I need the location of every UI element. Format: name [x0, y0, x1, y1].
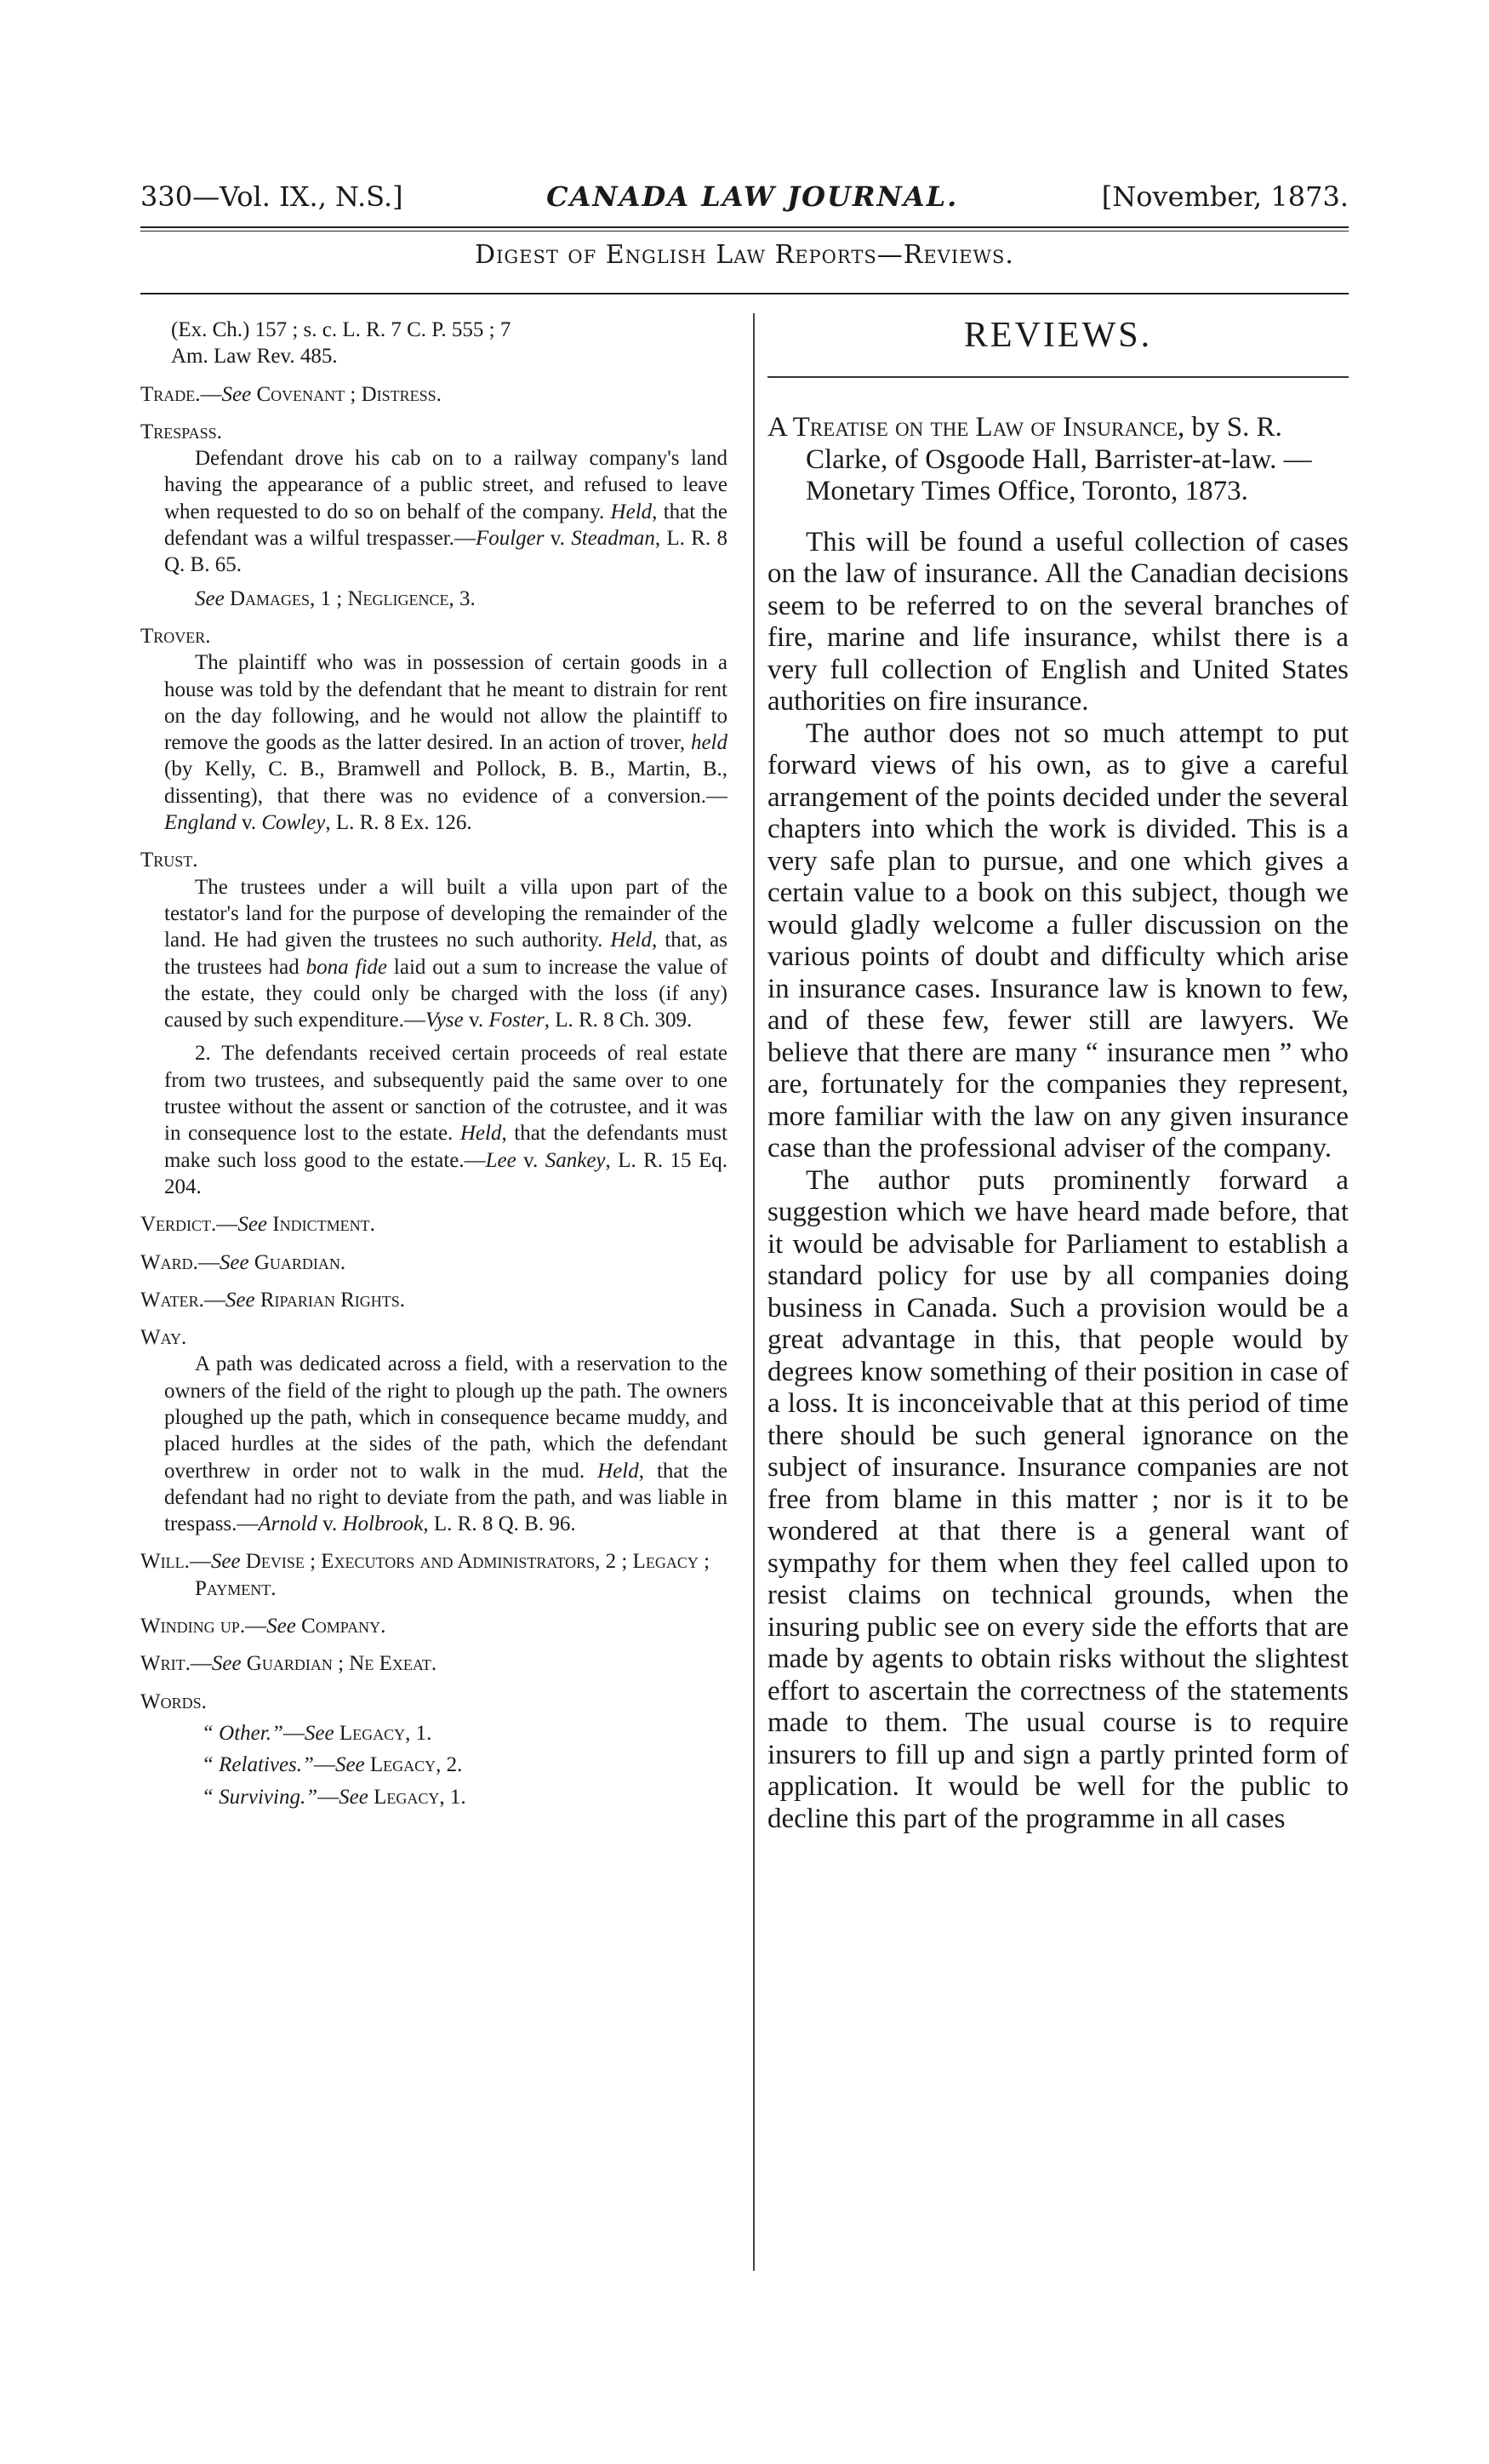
entry-words-heading: Words.: [140, 1689, 207, 1713]
book-title: A Treatise on the Law of Insurance, by S. R. Clarke, of Osgoode Hall, Barrister-at-law. — Monetary Times Office, Toronto, 1873.: [767, 412, 1312, 506]
entry-way-heading: Way.: [140, 1326, 187, 1350]
words-item: “ Other.”—See Legacy, 1.: [202, 1721, 432, 1745]
subheading-rule: [140, 293, 1349, 294]
section-subheading: Digest of English Law Reports—Reviews.: [475, 240, 1014, 270]
review-paragraph: The author puts prominently forward a suggestion which we have heard made before, that it would be advisable for Parliament to establish a standard policy for use by all companies doing business in Canada. Such a provision would be a great advantage in this, that people would by degrees know something of their position in case of a loss. It is inconceivable that at this period of time there should be such general ignorance on the subject of insurance. Insurance companies are not free from blame in this matter ; nor is it to be wondered at that there is a general want of sympathy for them when they feel called upon to resist claims on technical grounds, when the insuring public see on every side the efforts that are made by agents to obtain risks without the slightest effort to ascertain the correctness of the statements made to them. The usual course is to require insurers to fill up and sign a partly printed form of application. It would be well for the public to decline this part of the programme in all cases: [767, 1164, 1349, 1834]
entry-way-text: A path was dedicated across a field, with a reservation to the owners of the field of the right to plough up the path. The owners ploughed up the path, which in consequence became muddy, and placed hurdles at the sides of the path, which the defendant overthrew in order not to walk in the mud. Held, that the defendant had no right to deviate from the path, and was liable in trespass.—Arnold v. Holbrook, L. R. 8 Q. B. 96.: [164, 1352, 727, 1536]
entry-winding-up: Winding up.—See Company.: [140, 1615, 386, 1638]
entry-trespass-heading: Trespass.: [140, 420, 222, 443]
entry-verdict: Verdict.—See Indictment.: [140, 1213, 375, 1237]
entry-trover-heading: Trover.: [140, 624, 211, 648]
entry-ward: Ward.—See Guardian.: [140, 1250, 346, 1274]
reviews-title: REVIEWS.: [963, 316, 1153, 355]
words-item: “ Surviving.”—See Legacy, 1.: [202, 1785, 466, 1809]
entry-trust-heading: Trust.: [140, 849, 198, 872]
opening-citation-2: Am. Law Rev. 485.: [171, 345, 338, 369]
header-journal-title: CANADA LAW JOURNAL.: [546, 180, 959, 213]
header-rule-top: [140, 226, 1349, 228]
header-rule-bottom: [140, 231, 1349, 232]
reviews-column: [767, 317, 1349, 1835]
header-volume: 330—Vol. IX., N.S.]: [140, 180, 403, 213]
review-paragraph: The author does not so much attempt to put forward views of his own, as to give a careful arrangement of the points decided under the several chapters into which the work is divided. This is a very safe plan to pursue, and one which gives a certain value to a book on this subject, though we would gladly welcome a fuller discussion on the various points of doubt and difficulty which arise in insurance cases. Insurance law is known to few, and of these few, fewer still are lawyers. We believe that there are many “ insurance men ” who are, fortunately for the companies they represent, more familiar with the law on any given insurance case than the professional adviser of the company.: [767, 717, 1349, 1163]
entry-trust-text-1: The trustees under a will built a villa upon part of the testator's land for the purpose of developing the remainder of the land. He had given the trustees no such authority. Held, that, as the trustees had bona fide laid out a sum to increase the value of the estate, they could only be charged with the loss (if any) caused by such expenditure.—Vyse v. Foster, L. R. 8 Ch. 309.: [164, 875, 727, 1032]
digest-column: [140, 317, 727, 1810]
reviews-title-rule: [767, 376, 1349, 378]
entry-trespass-text: Defendant drove his cab on to a railway company's land having the appearance of a public street, and refused to leave when requested to do so on behalf of the company. Held, that the defendant was a wilful trespasser.—Foulger v. Steadman, L. R. 8 Q. B. 65.: [164, 447, 728, 577]
entry-writ: Writ.—See Guardian ; Ne Exeat.: [140, 1652, 437, 1676]
words-item: “ Relatives.”—See Legacy, 2.: [202, 1753, 463, 1777]
running-header: [140, 180, 1349, 223]
entry-trover-text: The plaintiff who was in possession of certain goods in a house was told by the defendant that he meant to distrain for rent on the day following, and he would not allow the plaintiff to remove the goods as the latter desired. In an action of trover, held (by Kelly, C. B., Bramwell and Pollock, B. B., Martin, B., dissenting), that there was no evidence of a conversion.—England v. Cowley, L. R. 8 Ex. 126.: [164, 651, 727, 835]
review-paragraph: This will be found a useful collection of cases on the law of insurance. All the Canadian decisions seem to be referred to on the several branches of fire, marine and life insurance, whilst there is a very full collection of English and United States authorities on fire insurance.: [767, 526, 1349, 717]
column-divider: [753, 313, 755, 2271]
opening-citation-1: (Ex. Ch.) 157 ; s. c. L. R. 7 C. P. 555 ; 7: [171, 318, 511, 341]
entry-trade: Trade.—See Covenant ; Distress.: [140, 382, 442, 406]
header-date: [November, 1873.: [1101, 180, 1349, 213]
entry-trespass-see-also: See Damages, 1 ; Negligence, 3.: [195, 586, 476, 610]
entry-water: Water.—See Riparian Rights.: [140, 1288, 406, 1312]
entry-will: Will.—See Devise ; Executors and Administrators, 2 ; Legacy ; Payment.: [140, 1550, 710, 1600]
entry-trust-text-2: 2. The defendants received certain proceeds of real estate from two trustees, and subsequently paid the same over to one trustee without the assent or sanction of the cotrustee, and it was in consequence lost to the estate. Held, that the defendants must make such loss good to the estate.—Lee v. Sankey, L. R. 15 Eq. 204.: [164, 1042, 727, 1198]
